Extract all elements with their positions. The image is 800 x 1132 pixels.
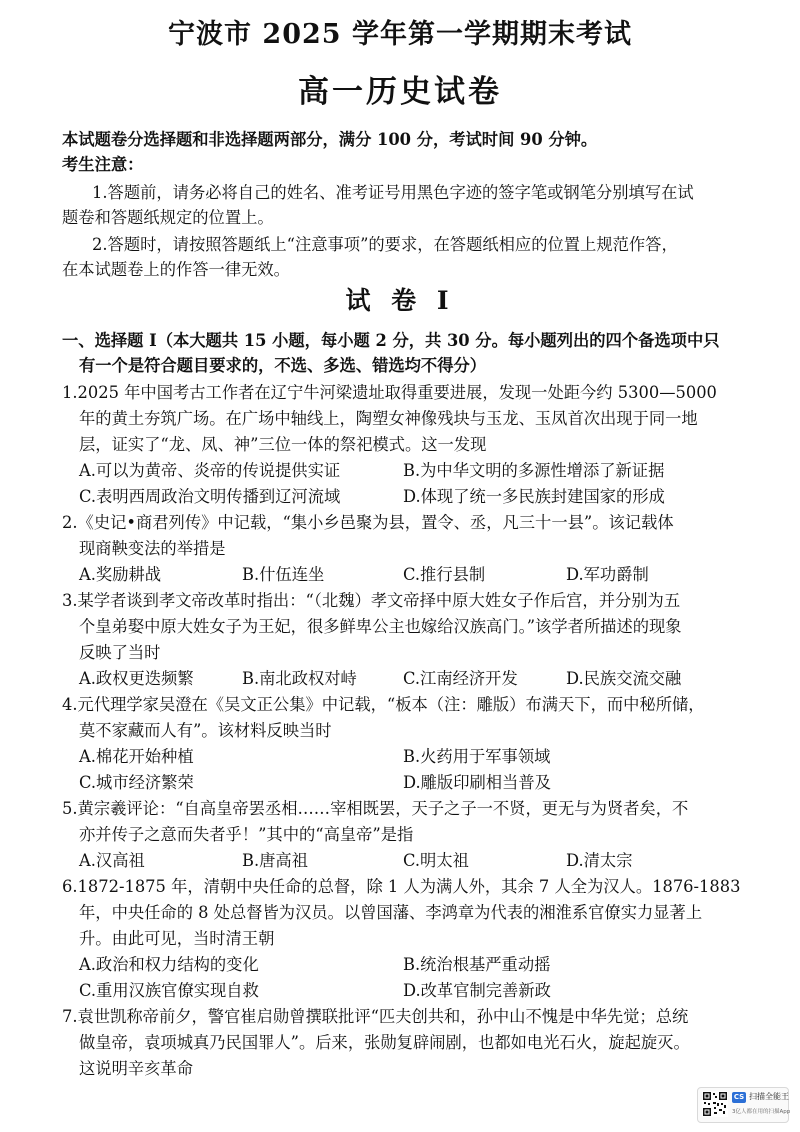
question-4-stem-line-1: 4.元代理学家吴澄在《吴文正公集》中记载，“板本（注：雕版）布满天下，而中秘所储， bbox=[62, 695, 705, 714]
exam-subtitle: 高一历史试卷 bbox=[298, 74, 502, 110]
question-3-stem-line-1: 3.某学者谈到孝文帝改革时指出：“（北魏）孝文帝择中原大姓女子作后宫，并分别为五 bbox=[62, 591, 681, 610]
question-5-stem-line-2: 亦并传子之意而失者乎！”其中的“高皇帝”是指 bbox=[79, 825, 414, 844]
question-6-option-c: C.重用汉族官僚实现自救 bbox=[79, 981, 259, 1000]
question-2-stem-line-2: 现商鞅变法的举措是 bbox=[79, 539, 226, 558]
question-5-option-c: C.明太祖 bbox=[403, 851, 469, 870]
question-3-option-d: D.民族交流交融 bbox=[566, 669, 682, 688]
question-4-option-c: C.城市经济繁荣 bbox=[79, 773, 194, 792]
question-3-option-c: C.江南经济开发 bbox=[403, 669, 518, 688]
question-4-option-a: A.棉花开始种植 bbox=[79, 747, 194, 766]
question-5-option-a: A.汉高祖 bbox=[79, 851, 145, 870]
exam-title: 宁波市 2025 学年第一学期期末考试 bbox=[168, 19, 632, 50]
camscanner-logo: CS bbox=[733, 1093, 745, 1101]
question-1-stem-line-1: 1.2025 年中国考古工作者在辽宁牛河梁遗址取得重要进展，发现一处距今约 5300—5000 bbox=[62, 383, 717, 402]
section-instruction-line-2: 有一个是符合题目要求的，不选、多选、错选均不得分） bbox=[79, 356, 487, 375]
question-4-stem-line-2: 莫不家藏而人有”。该材料反映当时 bbox=[79, 721, 332, 740]
section-title: 试 卷 I bbox=[345, 286, 455, 315]
notice-2-line-2: 在本试题卷上的作答一律无效。 bbox=[62, 260, 290, 279]
question-3-stem-line-3: 反映了当时 bbox=[79, 643, 161, 662]
scanner-app-name: 扫描全能王 bbox=[749, 1092, 789, 1101]
question-5-option-b: B.唐高祖 bbox=[242, 851, 308, 870]
question-4-option-b: B.火药用于军事领域 bbox=[403, 747, 551, 766]
notice-2-line-1: 2.答题时，请按照答题纸上“注意事项”的要求，在答题纸相应的位置上规范作答， bbox=[92, 235, 678, 254]
question-6-option-b: B.统治根基严重动摇 bbox=[403, 955, 551, 974]
question-3-option-a: A.政权更迭频繁 bbox=[79, 669, 194, 688]
question-6-stem-line-1: 6.1872-1875 年，清朝中央任命的总督，除 1 人为满人外，其余 7 人全为汉人。1876-1883 bbox=[62, 877, 741, 896]
question-1-stem-line-3: 层，证实了“龙、凤、神”三位一体的祭祀模式。这一发现 bbox=[79, 435, 487, 454]
notice-1-line-1: 1.答题前，请务必将自己的姓名、准考证号用黑色字迹的签字笔或钢笔分别填写在试 bbox=[92, 183, 694, 202]
question-6-option-a: A.政治和权力结构的变化 bbox=[79, 955, 259, 974]
question-2-option-c: C.推行县制 bbox=[403, 565, 486, 584]
question-2-stem-line-1: 2.《史记•商君列传》中记载，“集小乡邑聚为县，置令、丞，凡三十一县”。该记载体 bbox=[62, 513, 674, 532]
question-1-option-b: B.为中华文明的多源性增添了新证据 bbox=[403, 461, 665, 480]
qr-code-icon bbox=[702, 1091, 728, 1117]
exam-summary: 本试题卷分选择题和非选择题两部分，满分 100 分，考试时间 90 分钟。 bbox=[62, 130, 598, 149]
notice-heading: 考生注意： bbox=[62, 155, 144, 174]
question-6-option-d: D.改革官制完善新政 bbox=[403, 981, 551, 1000]
notice-1-line-2: 题卷和答题纸规定的位置上。 bbox=[62, 208, 274, 227]
question-6-stem-line-3: 升。由此可见，当时清王朝 bbox=[79, 929, 275, 948]
scanner-watermark bbox=[697, 1087, 789, 1123]
question-1-option-c: C.表明西周政治文明传播到辽河流域 bbox=[79, 487, 341, 506]
question-6-stem-line-2: 年，中央任命的 8 处总督皆为汉员。以曾国藩、李鸿章为代表的湘淮系官僚实力显著上 bbox=[79, 903, 703, 922]
question-2-option-b: B.什伍连坐 bbox=[242, 565, 325, 584]
question-7-stem-line-2: 做皇帝，袁项城真乃民国罪人”。后来，张勋复辟闹剧，也都如电光石火，旋起旋灭。 bbox=[79, 1033, 690, 1052]
section-instruction-line-1: 一、选择题 I（本大题共 15 小题，每小题 2 分，共 30 分。每小题列出的四个备选项中只 bbox=[62, 331, 720, 350]
scanner-tagline: 3亿人都在用的扫描App bbox=[732, 1109, 791, 1115]
question-2-option-d: D.军功爵制 bbox=[566, 565, 649, 584]
question-3-stem-line-2: 个皇弟娶中原大姓女子为王妃，很多鲜卑公主也嫁给汉族高门。”该学者所描述的现象 bbox=[79, 617, 682, 636]
question-1-option-a: A.可以为黄帝、炎帝的传说提供实证 bbox=[79, 461, 341, 480]
question-3-option-b: B.南北政权对峙 bbox=[242, 669, 357, 688]
question-5-stem-line-1: 5.黄宗羲评论：“自高皇帝罢丞相……宰相既罢，天子之子一不贤，更无与为贤者矣，不 bbox=[62, 799, 689, 818]
question-4-option-d: D.雕版印刷相当普及 bbox=[403, 773, 551, 792]
question-2-option-a: A.奖励耕战 bbox=[79, 565, 162, 584]
question-7-stem-line-3: 这说明辛亥革命 bbox=[79, 1059, 193, 1078]
question-1-stem-line-2: 年的黄土夯筑广场。在广场中轴线上，陶塑女神像残块与玉龙、玉凤首次出现于同一地 bbox=[79, 409, 698, 428]
question-7-stem-line-1: 7.袁世凯称帝前夕，警官崔启勋曾撰联批评“匹夫创共和，孙中山不愧是中华先觉；总统 bbox=[62, 1007, 689, 1026]
question-1-option-d: D.体现了统一多民族封建国家的形成 bbox=[403, 487, 665, 506]
question-5-option-d: D.清太宗 bbox=[566, 851, 633, 870]
